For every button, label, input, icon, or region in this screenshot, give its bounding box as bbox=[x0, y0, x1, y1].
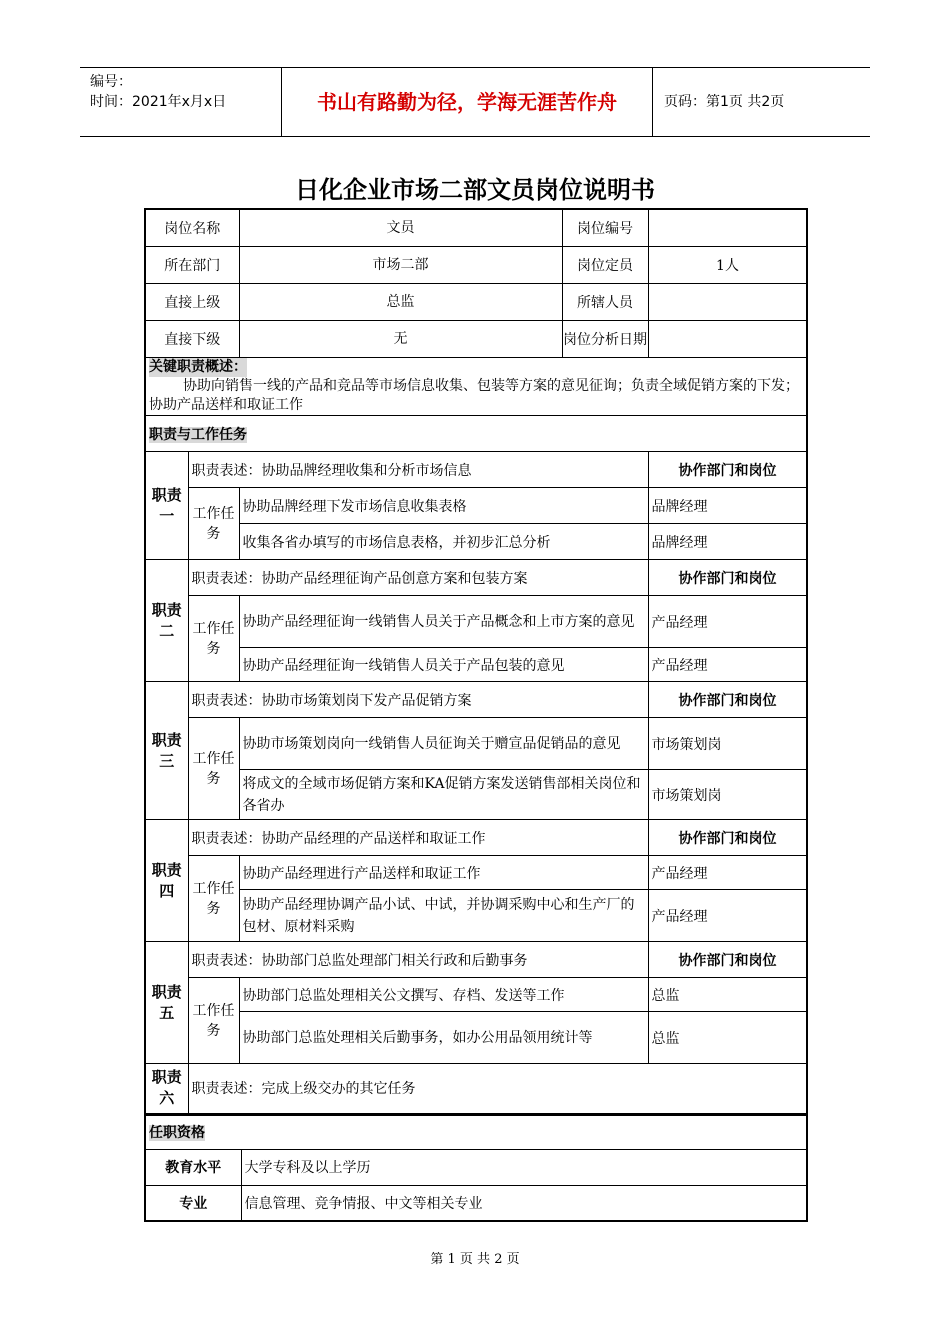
date-label: 时间：2021年x月x日 bbox=[90, 94, 227, 110]
value-position-name: 文员 bbox=[240, 210, 563, 246]
value-department: 市场二部 bbox=[240, 247, 563, 283]
label-position-code: 岗位编号 bbox=[577, 221, 633, 237]
label-headcount: 岗位定员 bbox=[577, 258, 633, 274]
task-coop: 产品经理 bbox=[648, 596, 807, 648]
duty-label: 职责四 bbox=[145, 820, 188, 942]
duty-label: 职责一 bbox=[145, 452, 188, 560]
motto: 书山有路勤为径，学海无涯苦作舟 bbox=[282, 68, 653, 136]
value-headcount: 1人 bbox=[648, 247, 807, 284]
key-duties-summary bbox=[145, 358, 807, 416]
coop-heading: 协作部门和岗位 bbox=[648, 820, 807, 856]
duty-statement: 职责表述：协助产品经理的产品送样和取证工作 bbox=[188, 820, 648, 856]
task-text: 协助品牌经理下发市场信息收集表格 bbox=[239, 488, 648, 524]
task-label: 工作任务 bbox=[188, 718, 239, 820]
duty-statement: 职责表述：协助品牌经理收集和分析市场信息 bbox=[188, 452, 648, 488]
duties-heading: 职责与工作任务 bbox=[149, 426, 247, 443]
task-label: 工作任务 bbox=[188, 596, 239, 682]
value-staff bbox=[648, 284, 807, 321]
duty-statement: 职责表述：协助市场策划岗下发产品促销方案 bbox=[188, 682, 648, 718]
value-position-code bbox=[648, 209, 807, 247]
task-coop: 产品经理 bbox=[648, 890, 807, 942]
task-coop: 品牌经理 bbox=[648, 524, 807, 560]
duty-statement: 职责表述：协助产品经理征询产品创意方案和包装方案 bbox=[188, 560, 648, 596]
duty-label: 职责二 bbox=[145, 560, 188, 682]
number-label: 编号： bbox=[90, 74, 132, 90]
major-value: 信息管理、竞争情报、中文等相关专业 bbox=[241, 1185, 807, 1221]
task-coop: 品牌经理 bbox=[648, 488, 807, 524]
task-coop: 产品经理 bbox=[648, 856, 807, 890]
coop-heading: 协作部门和岗位 bbox=[648, 942, 807, 978]
summary-text: 协助向销售一线的产品和竞品等市场信息收集、包装等方案的意见征询；负责全域促销方案的下发；协助产品送样和取证工作 bbox=[149, 378, 799, 413]
task-coop: 市场策划岗 bbox=[648, 718, 807, 770]
task-label: 工作任务 bbox=[188, 488, 239, 560]
coop-heading: 协作部门和岗位 bbox=[648, 452, 807, 488]
label-position-name: 岗位名称 bbox=[145, 209, 239, 247]
duty-statement: 职责表述：协助部门总监处理部门相关行政和后勤事务 bbox=[188, 942, 648, 978]
task-text: 收集各省办填写的市场信息表格，并初步汇总分析 bbox=[239, 524, 648, 560]
summary-heading: 关键职责概述： bbox=[149, 359, 247, 375]
task-text: 协助产品经理进行产品送样和取证工作 bbox=[239, 856, 648, 890]
label-staff: 所辖人员 bbox=[577, 295, 633, 311]
label-subordinate: 直接下级 bbox=[145, 321, 239, 358]
duties-heading-cell bbox=[145, 416, 807, 452]
task-text: 协助产品经理征询一线销售人员关于产品包装的意见 bbox=[239, 648, 648, 682]
task-text: 协助产品经理征询一线销售人员关于产品概念和上市方案的意见 bbox=[239, 596, 648, 648]
task-coop: 产品经理 bbox=[648, 648, 807, 682]
task-text: 协助部门总监处理相关公文撰写、存档、发送等工作 bbox=[239, 978, 648, 1012]
value-subordinate: 无 bbox=[240, 321, 563, 357]
duty-statement: 职责表述：完成上级交办的其它任务 bbox=[188, 1064, 807, 1114]
task-text: 协助部门总监处理相关后勤事务，如办公用品领用统计等 bbox=[239, 1012, 648, 1064]
major-label: 专业 bbox=[145, 1185, 241, 1221]
page-info: 页码：第1页 共2页 bbox=[664, 94, 785, 110]
task-text: 协助市场策划岗向一线销售人员征询关于赠宣品促销品的意见 bbox=[239, 718, 648, 770]
page-header bbox=[80, 67, 870, 137]
task-label: 工作任务 bbox=[188, 856, 239, 942]
task-coop: 总监 bbox=[648, 978, 807, 1012]
task-text: 将成文的全域市场促销方案和KA促销方案发送销售部相关岗位和各省办 bbox=[239, 770, 648, 820]
duty-label: 职责六 bbox=[145, 1064, 188, 1114]
qualifications-heading-cell bbox=[145, 1115, 807, 1149]
qualifications-table bbox=[144, 1114, 808, 1222]
value-analysis-date bbox=[648, 321, 807, 358]
task-label: 工作任务 bbox=[188, 978, 239, 1064]
task-coop: 市场策划岗 bbox=[648, 770, 807, 820]
page-footer: 第 1 页 共 2 页 bbox=[430, 1252, 520, 1267]
document-title: 日化企业市场二部文员岗位说明书 bbox=[295, 175, 655, 204]
education-value: 大学专科及以上学历 bbox=[241, 1149, 807, 1185]
qualifications-heading: 任职资格 bbox=[149, 1125, 205, 1142]
education-label: 教育水平 bbox=[145, 1149, 241, 1185]
label-superior: 直接上级 bbox=[145, 284, 239, 321]
duty-label: 职责三 bbox=[145, 682, 188, 820]
duty-label: 职责五 bbox=[145, 942, 188, 1064]
header-meta bbox=[80, 68, 282, 136]
label-analysis-date: 岗位分析日期 bbox=[563, 332, 647, 348]
value-superior: 总监 bbox=[240, 284, 563, 320]
task-coop: 总监 bbox=[648, 1012, 807, 1064]
job-description-table bbox=[144, 208, 808, 1115]
coop-heading: 协作部门和岗位 bbox=[648, 682, 807, 718]
label-department: 所在部门 bbox=[145, 247, 239, 284]
coop-heading: 协作部门和岗位 bbox=[648, 560, 807, 596]
task-text: 协助产品经理协调产品小试、中试，并协调采购中心和生产厂的包材、原材料采购 bbox=[239, 890, 648, 942]
